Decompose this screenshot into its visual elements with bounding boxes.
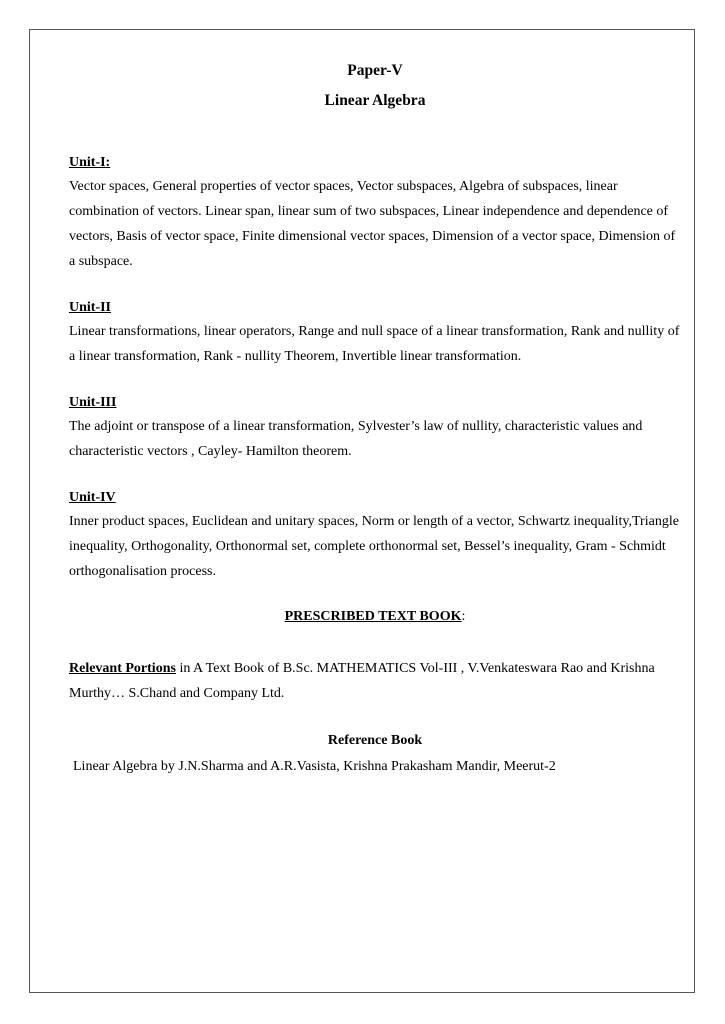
relevant-portions-paragraph [69, 656, 681, 706]
prescribed-label: PRESCRIBED TEXT BOOK [284, 609, 462, 624]
unit-heading: Unit-III [69, 395, 117, 410]
unit-body: The adjoint or transpose of a linear transformation, Sylvester’s law of nullity, characteristic values and characteristic vectors , Cayley- Hamilton theorem. [69, 419, 643, 459]
prescribed-text-book-heading [69, 606, 681, 628]
unit-body: Vector spaces, General properties of vector spaces, Vector subspaces, Algebra of subspaces, linear combination of vectors. Linear span, linear sum of two subspaces, Linear independence and dependence of vectors, Basis of vector space, Finite dimensional vector spaces, Dimension of a vector space, Dimension of a subspace. [69, 179, 676, 269]
subject-title: Linear Algebra [324, 92, 426, 109]
unit-body: Inner product spaces, Euclidean and unitary spaces, Norm or length of a vector, Schwartz inequality,Triangle inequality, Orthogonality, Orthonormal set, complete orthonormal set, Bessel’s inequality, Gram - Schmidt orthogonalisation process. [69, 514, 679, 579]
prescribed-suffix: : [461, 609, 466, 624]
unit-body: Linear transformations, linear operators, Range and null space of a linear transformation, Rank and nullity of a linear transformation, Rank - nullity Theorem, Invertible linear transformation. [69, 324, 680, 364]
paper-title: Paper-V [347, 62, 403, 79]
unit-section-3 [69, 392, 681, 464]
unit-section-1 [69, 152, 681, 274]
relevant-portions-text: in A Text Book of B.Sc. MATHEMATICS Vol-III , V.Venkateswara Rao and Krishna Murthy… S.Chand and Company Ltd. [69, 661, 655, 701]
document-content [69, 58, 681, 778]
unit-section-2 [69, 297, 681, 369]
unit-section-4 [69, 487, 681, 584]
unit-heading: Unit-I: [69, 155, 111, 170]
unit-heading: Unit-II [69, 300, 112, 315]
reference-book-text: Linear Algebra by J.N.Sharma and A.R.Vasista, Krishna Prakasham Mandir, Meerut-2 [73, 759, 556, 774]
unit-heading: Unit-IV [69, 490, 116, 505]
reference-book-heading: Reference Book [327, 733, 423, 748]
relevant-portions-label: Relevant Portions [69, 661, 176, 676]
